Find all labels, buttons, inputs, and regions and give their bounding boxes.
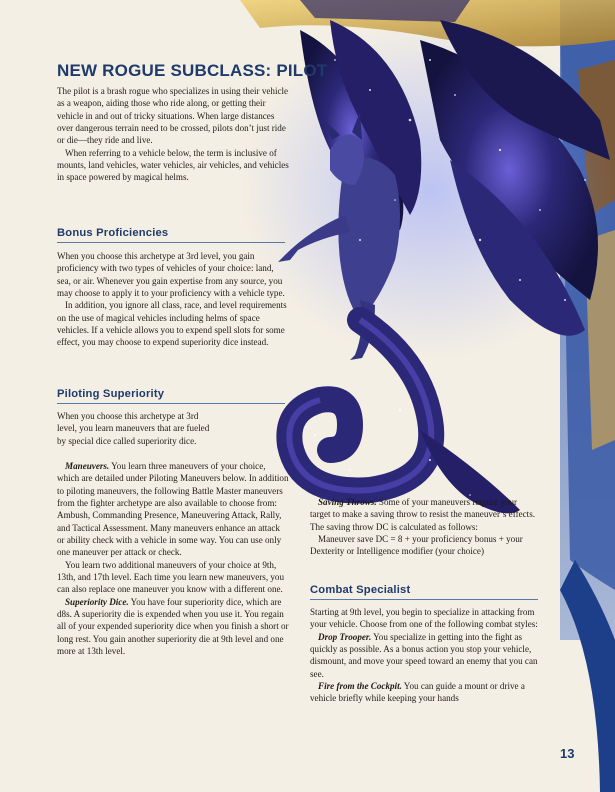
- heading-rule: [57, 242, 285, 243]
- paragraph-drop-trooper: [310, 631, 538, 680]
- heading-bonus-proficiencies: Bonus Proficiencies: [57, 227, 169, 239]
- paragraph: You learn two additional maneuvers of your choice at 9th, 13th, and 17th level. Each time you learn new maneuvers, you can also replace one maneuver you know with a different one.: [57, 559, 285, 595]
- piloting-superiority-text: [57, 460, 289, 658]
- superiority-dice-text: You have four superiority dice, which are d8s. A superiority die is expended when you use it. You regain all of your expended superiority dice when you finish a short or long rest. You gain another superiority die at 9th level and one more at 13th level.: [57, 596, 289, 657]
- paragraph-saving-throws: [310, 496, 538, 533]
- combat-specialist-text: [310, 606, 538, 705]
- fire-from-cockpit-label: Fire from the Cockpit.: [318, 681, 402, 692]
- page-number: 13: [560, 746, 575, 761]
- bonus-proficiencies-text: [57, 250, 289, 349]
- heading-rule: [57, 403, 285, 404]
- saving-throws-body: Some of your maneuvers require your target to make a saving throw to resist the maneuver’s effects. The saving throw DC is calculated as follows:: [310, 497, 536, 532]
- page-title: NEW ROGUE SUBCLASS: PILOT: [57, 61, 328, 80]
- paragraph-superiority-dice: [57, 596, 289, 658]
- paragraph-fire-from-cockpit: [310, 680, 538, 705]
- paragraph-maneuvers: [57, 460, 289, 559]
- heading-rule: [310, 599, 538, 600]
- maneuvers-text: You learn three maneuvers of your choice, which are detailed under Piloting Maneuvers below. In addition to piloting maneuvers, the following Battle Master maneuvers from the fighter archetype are also available to choose from: Ambush, Commanding Presence, Maneuvering Attack, Rally, and Tactical Assessment. Many maneuvers enhance an attack or ability check with a vehicle in some way. You can use only one maneuver per attack or check.: [57, 461, 289, 558]
- saving-throws-label: Saving Throws.: [318, 497, 377, 507]
- paragraph: Starting at 9th level, you begin to specialize in attacking from your vehicle. Choose from one of the following combat styles:: [310, 607, 538, 630]
- piloting-superiority-intro: [57, 410, 215, 447]
- paragraph: In addition, you ignore all class, race, and level requirements on the use of magical vehicles including helms of space vehicles. If a vehicle allows you to expend spell slots for some effect, you may choose to expend superiority dice instead.: [57, 300, 287, 348]
- paragraph: When you choose this archetype at 3rd level, you gain proficiency with two types of vehicles of your choice: land, sea, or air. Whenever you gain expertise from any source, you may choose to apply it to your proficiency with a vehicle type.: [57, 251, 285, 299]
- heading-combat-specialist: Combat Specialist: [310, 584, 411, 596]
- save-dc-formula: Maneuver save DC = 8 + your proficiency bonus + your Dexterity or Intelligence modifier (your choice): [310, 534, 523, 557]
- superiority-dice-label: Superiority Dice.: [65, 596, 129, 607]
- paragraph: When you choose this archetype at 3rd level, you learn maneuvers that are fueled by special dice called superiority dice.: [57, 411, 210, 446]
- drop-trooper-text: You specialize in getting into the fight as quickly as possible. As a bonus action you stop your vehicle, dismount, and move your speed toward an enemy that you can see.: [310, 631, 538, 679]
- intro-paragraph: When referring to a vehicle below, the term is inclusive of mounts, land vehicles, water vehicles, air vehicles, and vehicles in space powered by magical helms.: [57, 147, 289, 183]
- fire-from-cockpit-text: You can guide a mount or drive a vehicle briefly while keeping your hands: [310, 681, 525, 704]
- maneuvers-label: Maneuvers.: [65, 461, 110, 471]
- intro-paragraph: The pilot is a brash rogue who specializes in using their vehicle as a weapon, aiding those who ride along, or getting their vehicle in and out of tricky situations. When large distances over dangerous terrain need to be crossed, pilots don’t just ride or die—they ride and live.: [57, 86, 289, 146]
- drop-trooper-label: Drop Trooper.: [318, 631, 372, 642]
- intro-text: [57, 85, 289, 184]
- heading-piloting-superiority: Piloting Superiority: [57, 388, 165, 400]
- saving-throws-text: [310, 496, 538, 558]
